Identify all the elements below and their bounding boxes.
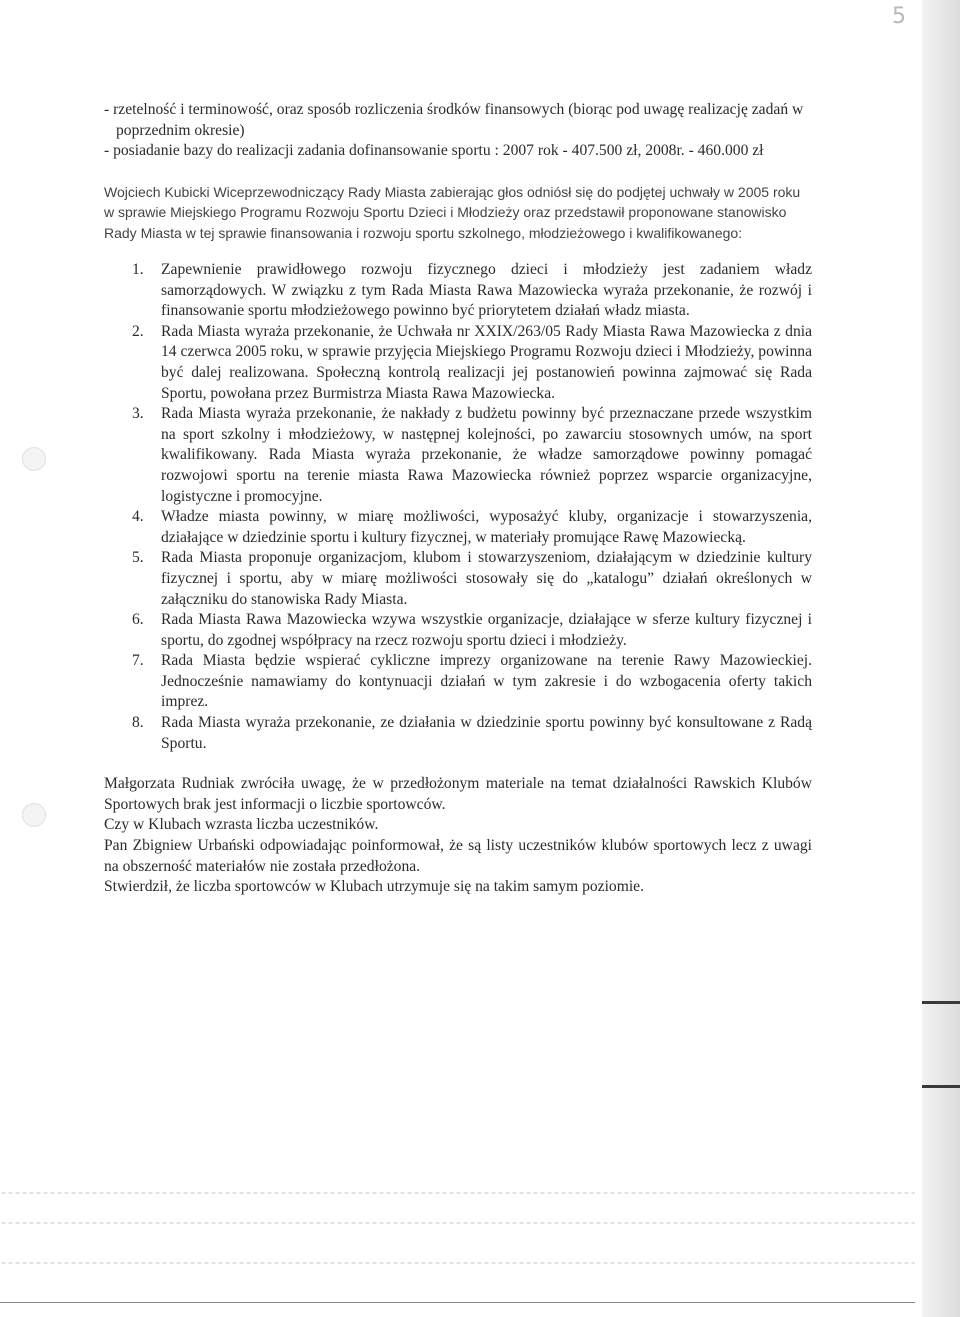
closing-conclusion: Stwierdził, że liczba sportowców w Klubach utrzymuje się na takim samym poziomie. xyxy=(104,878,645,896)
criterion-reliability: - rzetelność i terminowość, oraz sposób rozliczenia środków finansowych (biorąc pod uwagę realizację zadań w poprzednim okresie) xyxy=(104,101,804,139)
punch-hole-upper xyxy=(22,447,46,471)
criteria-list xyxy=(104,100,812,162)
item-number: 8. xyxy=(132,714,144,732)
list-item xyxy=(104,404,812,507)
list-item xyxy=(104,713,812,754)
item-number: 2. xyxy=(132,322,144,340)
item-text: Rada Miasta Rawa Mazowiecka wzywa wszystkie organizacje, działające w sferze kultury fizycznej i sportu, do zgodnej współpracy na rzecz rozwoju sportu dzieci i młodzieży. xyxy=(161,611,812,649)
closing-rudniak: Małgorzata Rudniak zwróciła uwagę, że w przedłożonym materiale na temat działalności Rawskich Klubów Sportowych brak jest informacji o liczbie sportowców. xyxy=(104,775,812,813)
closing-section xyxy=(104,774,812,898)
list-item xyxy=(104,260,812,322)
scan-right-edge xyxy=(922,0,960,1317)
item-text: Rada Miasta wyraża przekonanie, że Uchwała nr XXIX/263/05 Rady Miasta Rawa Mazowiecka z dnia 14 czerwca 2005 roku, w sprawie przyjęcia Miejskiego Programu Rozwoju dzieci i Młodzieży, powinna być dalej realizowana. Społeczną kontrolą realizacji jej postanowień powinna zajmować się Rada Sportu, powołana przez Burmistrza Miasta Rawa Mazowiecka. xyxy=(161,322,812,402)
document-page xyxy=(104,100,812,898)
scan-noise-line xyxy=(0,1262,915,1264)
list-item xyxy=(104,322,812,404)
item-text: Zapewnienie prawidłowego rozwoju fizycznego dzieci i młodzieży jest zadaniem władz samorządowych. W związku z tym Rada Miasta Rawa Mazowiecka wyraża przekonanie, że rozwój i finansowanie sportu młodzieżowego powinno być priorytetem działań władz miasta. xyxy=(161,261,812,320)
item-number: 5. xyxy=(132,549,144,567)
punch-hole-lower xyxy=(22,803,46,827)
item-text: Rada Miasta proponuje organizacjom, klubom i stowarzyszeniom, działającym w dziedzinie kultury fizycznej i sportu, aby w miarę możliwości stosowały się do „katalogu” działań określonych w załączniku do stanowiska Rady Miasta. xyxy=(161,549,812,608)
scan-bottom-rule xyxy=(0,1302,915,1303)
item-number: 3. xyxy=(132,405,144,423)
item-text: Rada Miasta wyraża przekonanie, ze działania w dziedzinie sportu powinny być konsultowane z Radą Sportu. xyxy=(161,714,812,752)
item-text: Rada Miasta będzie wspierać cykliczne imprezy organizowane na terenie Rawy Mazowieckiej. Jednocześnie namawiamy do kontynuacji działań w tym zakresie i do wzbogacenia oferty takich imprez. xyxy=(161,652,812,711)
closing-urbanski: Pan Zbigniew Urbański odpowiadając poinformował, że są listy uczestników klubów sportowych lecz z uwagi na obszerność materiałów nie została przedłożona. xyxy=(104,837,812,875)
list-item xyxy=(104,610,812,651)
list-item xyxy=(104,548,812,610)
item-number: 4. xyxy=(132,508,144,526)
item-text: Rada Miasta wyraża przekonanie, że nakłady z budżetu powinny być przeznaczane przede wszystkim na sport szkolny i młodzieżowy, w następnej kolejności, po zawarciu stosownych umów, na sport kwalifikowany. Rada Miasta wyraża przekonanie, że władze samorządowe powinny pomagać rozwojowi sportu na terenie miasta Rawa Mazowiecka również poprzez wsparcie organizacyjne, logistyczne i promocyjne. xyxy=(161,405,812,505)
closing-question: Czy w Klubach wzrasta liczba uczestników. xyxy=(104,816,379,834)
resolution-list xyxy=(104,260,812,754)
item-number: 1. xyxy=(132,261,144,278)
edge-rule-lower xyxy=(922,1085,960,1088)
list-item xyxy=(104,651,812,713)
edge-rule-upper xyxy=(922,1001,960,1004)
item-number: 6. xyxy=(132,611,144,629)
criterion-base: - posiadanie bazy do realizacji zadania dofinansowanie sportu : 2007 rok - 407.500 zł, 2008r. - 460.000 zł xyxy=(104,142,764,160)
scan-noise-line xyxy=(0,1222,915,1224)
item-text: Władze miasta powinny, w miarę możliwości, wyposażyć kluby, organizacje i stowarzyszenia, działające w dziedzinie sportu i kultury fizycznej, w materiały promujące Rawę Mazowiecką. xyxy=(161,508,812,546)
item-number: 7. xyxy=(132,652,144,670)
page-number-mark: 5 xyxy=(892,4,906,29)
list-item xyxy=(104,507,812,548)
intro-paragraph: Wojciech Kubicki Wiceprzewodniczący Rady Miasta zabierając głos odniósł się do podjętej uchwały w 2005 roku w sprawie Miejskiego Programu Rozwoju Sportu Dzieci i Młodzieży oraz przedstawił proponowane stanowisko Rady Miasta w tej sprawie finansowania i rozwoju sportu szkolnego, młodzieżowego i kwalifikowanego: xyxy=(104,183,801,241)
scan-noise-line xyxy=(0,1192,915,1194)
